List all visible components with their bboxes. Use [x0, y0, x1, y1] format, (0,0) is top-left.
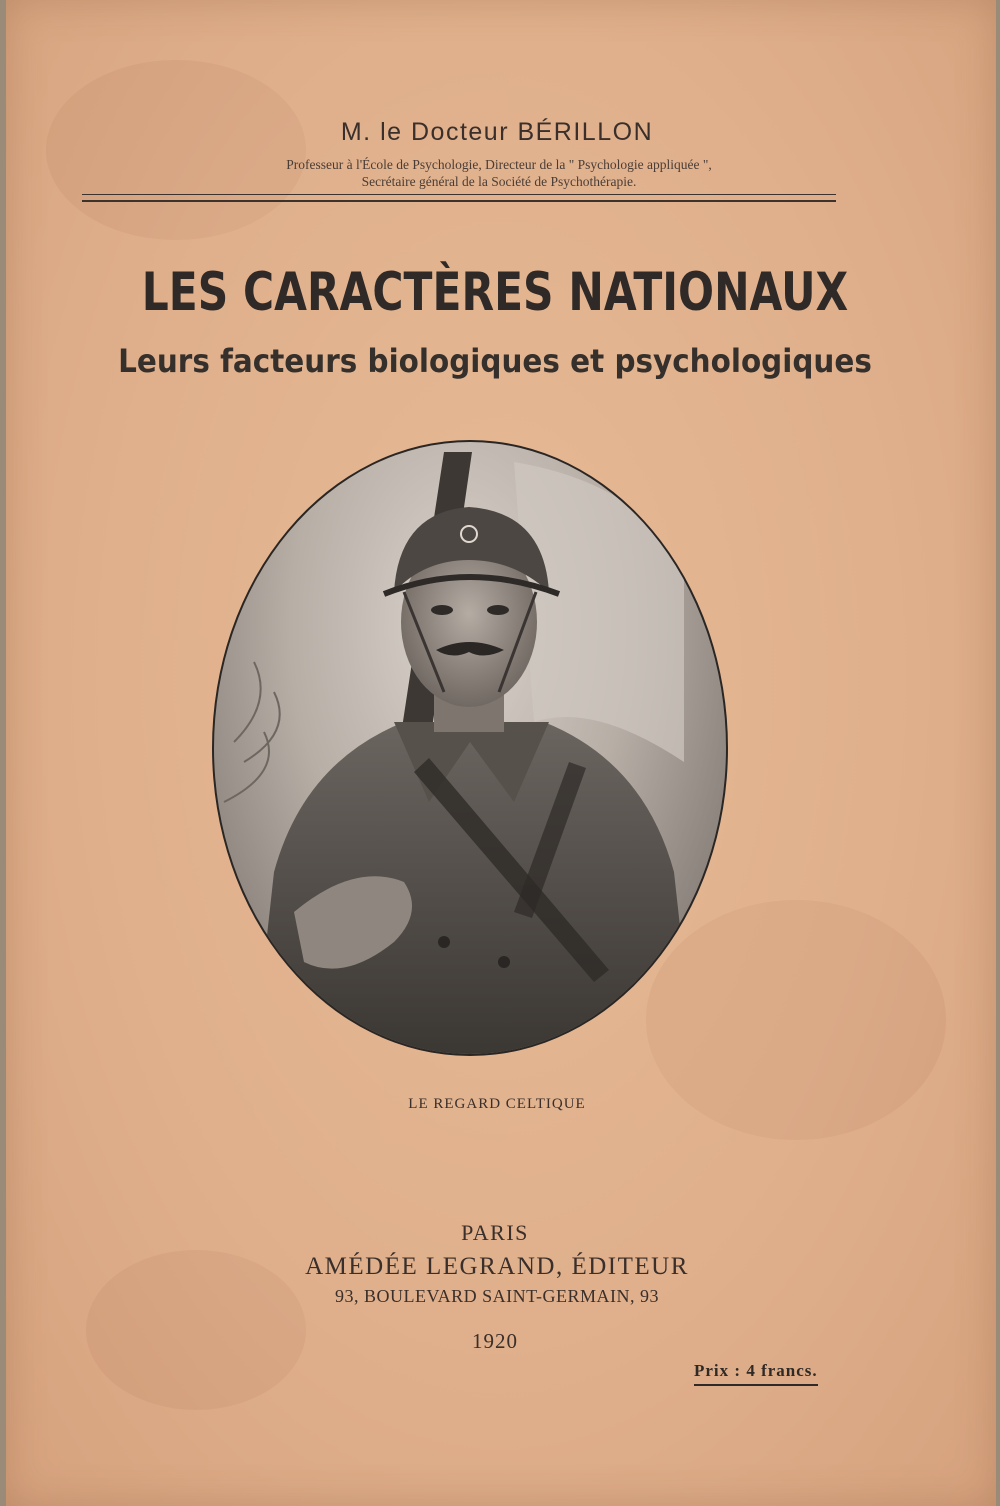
soldier-portrait-illustration	[214, 442, 726, 1054]
author-name: M. le Docteur BÉRILLON	[340, 118, 654, 146]
book-title: LES CARACTÈRES NATIONAUX	[141, 262, 849, 323]
divider-rule-thick	[82, 200, 836, 202]
imprint-publisher: AMÉDÉE LEGRAND, ÉDITEUR	[305, 1253, 689, 1280]
price-label: Prix : 4 francs.	[694, 1361, 818, 1386]
book-cover	[6, 0, 996, 1506]
imprint-city: PARIS	[461, 1220, 529, 1245]
divider-rule	[82, 194, 836, 195]
author-affiliation-line-2: Secrétaire général de la Société de Psychothérapie.	[361, 174, 637, 189]
imprint-year: 1920	[472, 1329, 518, 1353]
book-subtitle: Leurs facteurs biologiques et psychologiques	[118, 342, 872, 380]
author-affiliation-line-1: Professeur à l'École de Psychologie, Directeur de la " Psychologie appliquée ",	[286, 157, 712, 172]
soldier-portrait-image	[212, 440, 728, 1056]
imprint-address: 93, BOULEVARD SAINT-GERMAIN, 93	[334, 1286, 659, 1306]
portrait-caption: LE REGARD CELTIQUE	[408, 1096, 586, 1112]
